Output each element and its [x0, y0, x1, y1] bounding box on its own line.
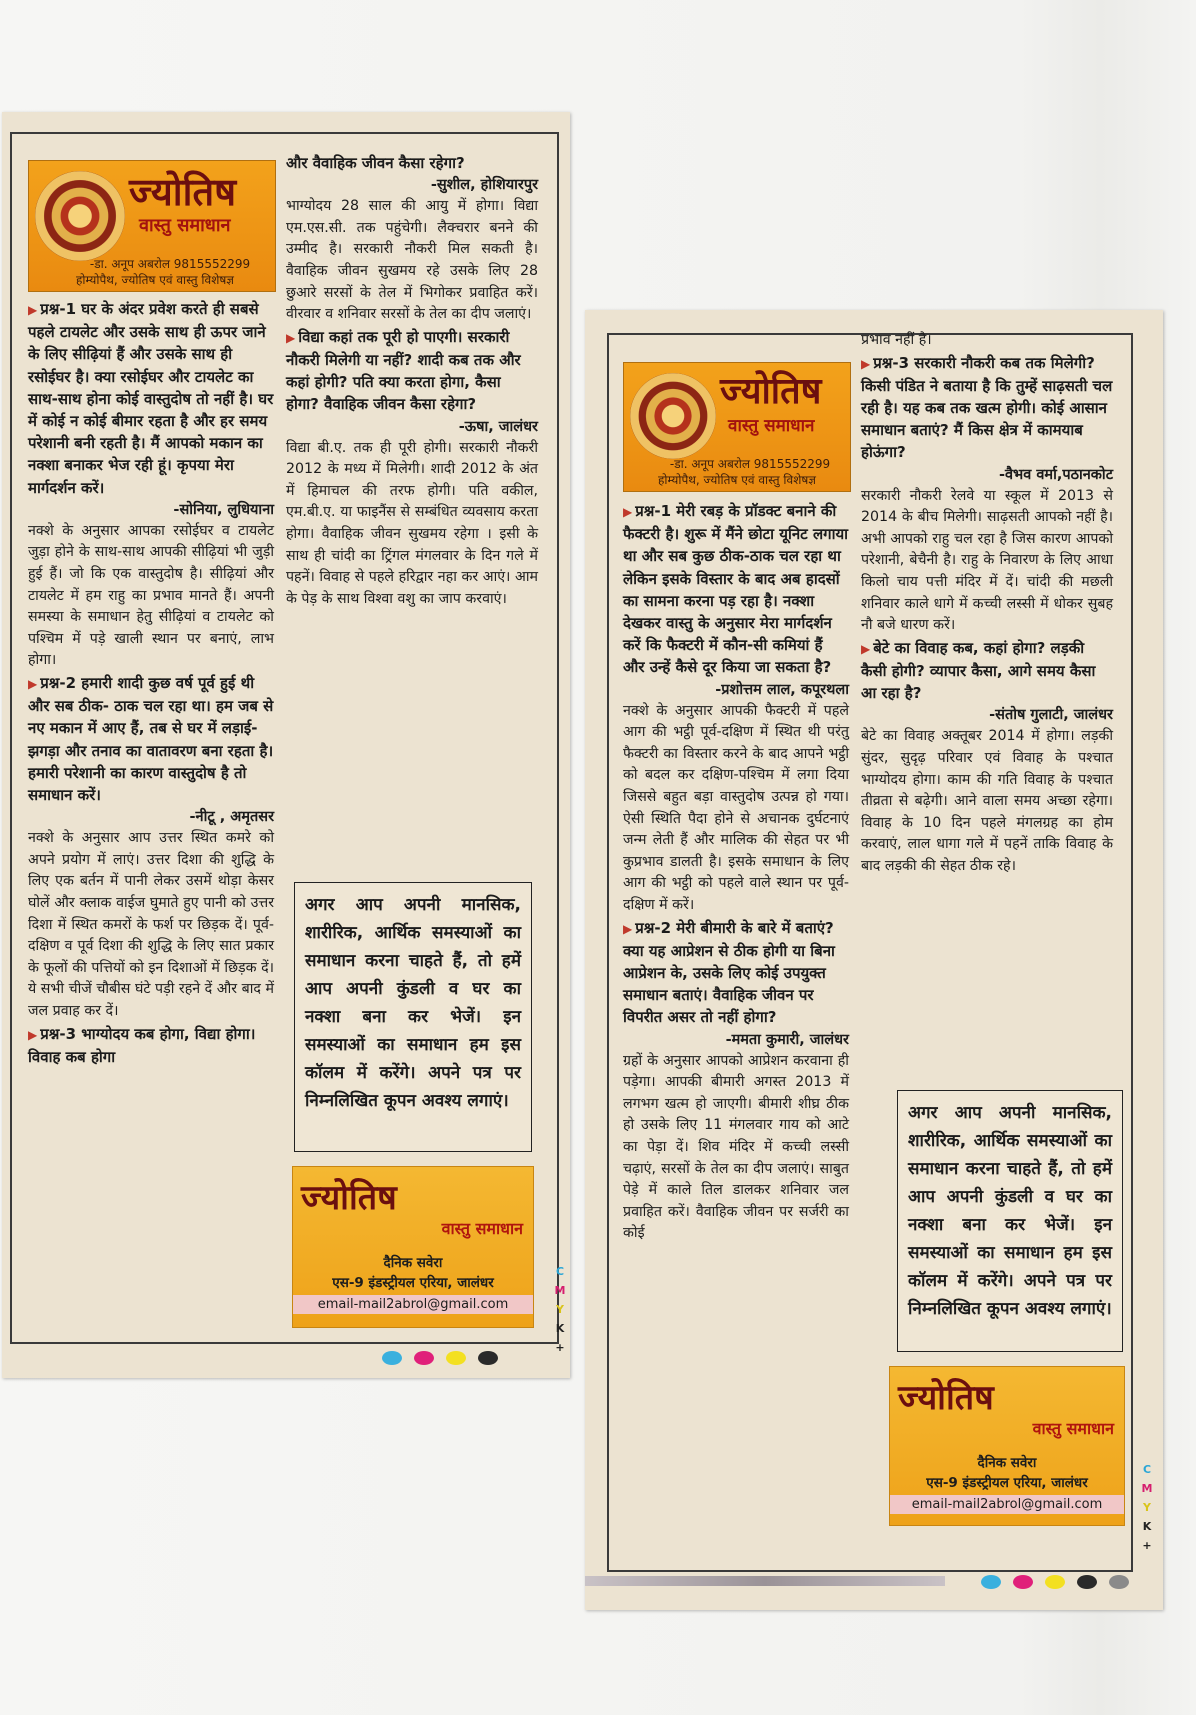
coupon — [889, 1366, 1125, 1526]
cmyk-plus: + — [555, 1341, 565, 1354]
coupon — [292, 1166, 534, 1328]
cmyk-plus: + — [1142, 1539, 1152, 1552]
coupon-title: ज्योतिष — [898, 1378, 994, 1418]
arrow-bullet-icon: ▶ — [861, 641, 871, 656]
coupon-subtitle: वास्तु समाधान — [1032, 1419, 1114, 1438]
registration-dots — [981, 1574, 1141, 1593]
cmyk-marks — [1141, 1460, 1153, 1555]
banner-author-role: होम्योपैथ, ज्योतिष एवं वास्तु विशेषज्ञ — [658, 473, 816, 487]
coupon-address: एस-9 इंडस्ट्रीयल एरिया, जालंधर — [332, 1275, 494, 1291]
column-banner — [623, 362, 851, 492]
cmyk-c: C — [1142, 1463, 1152, 1476]
coupon-paper: दैनिक सवेरा — [977, 1455, 1037, 1471]
signature: -प्रशोत्तम लाल, कपूरथला — [715, 681, 849, 698]
coupon-email: email-mail2abrol@gmail.com — [890, 1495, 1124, 1514]
registration-dots — [382, 1350, 510, 1369]
newspaper-clipping-2 — [585, 310, 1163, 1610]
signature: -ऊषा, जालंधर — [458, 418, 538, 435]
coupon-address: एस-9 इंडस्ट्रीयल एरिया, जालंधर — [926, 1475, 1088, 1491]
zodiac-wheel-icon — [630, 373, 716, 459]
registration-dot — [1045, 1575, 1065, 1589]
answer: ग्रहों के अनुसार आपको आप्रेशन करवाना ही पड़ेगा। आपकी बीमारी अगस्त 2013 में लगभग खत्म हो जाएगी। बीमारी शीघ्र ठीक हो उसके लिए 11 मंगलवार गाय को आटे का पेड़ा दें। शिव मंदिर में कच्ची लस्सी चढ़ाएं, सरसों के तेल का दीप जलाएं। साबुत पेड़े में काले तिल डालकर शनिवार जल प्रवाहित करें। वैवाहिक जीवन पर सर्जरी का कोई — [623, 1052, 849, 1242]
cmyk-m: M — [554, 1284, 566, 1297]
banner-author: -डा. अनूप अबरोल 9815552299 — [89, 257, 251, 271]
question: ▶ प्रश्न-3 भाग्योदय कब होगा, विद्या होगा। विवाह कब होगा — [28, 1024, 256, 1066]
signature: -सोनिया, लुधियाना — [173, 501, 274, 518]
arrow-bullet-icon: ▶ — [623, 921, 633, 936]
question: ▶ प्रश्न-2 मेरी बीमारी के बारे में बताएं? क्या यह आप्रेशन से ठीक होगी या बिना आप्रेशन के, उसके लिए कोई उपयुक्त समाधान बताएं। वैवाहिक जीवन पर विपरीत असर तो नहीं होगा? — [623, 918, 835, 1027]
right-column — [861, 330, 1113, 878]
arrow-bullet-icon: ▶ — [28, 1027, 38, 1042]
banner-author-role: होम्योपैथ, ज्योतिष एवं वास्तु विशेषज्ञ — [76, 273, 234, 287]
coupon-paper: दैनिक सवेरा — [383, 1255, 443, 1271]
answer: भाग्योदय 28 साल की आयु में होगा। विद्या एम.एस.सी. तक पहुंचेगी। लैक्चरार बनने की उम्मीद है। सरकारी नौकरी मिल सकती है। वैवाहिक जीवन सुखमय रहे उसके लिए 28 छुआरे सरसों के तेल में भिगोकर प्रवाहित करें। वीरवार व शनिवार सरसों के तेल का दीप जलाएं। — [286, 198, 538, 323]
cmyk-k: K — [1142, 1520, 1152, 1533]
question: ▶ प्रश्न-1 मेरी रबड़ के प्रॉडक्ट बनाने की फैक्टरी है। शुरू में मैंने छोटा यूनिट लगाया था और सब कुछ ठीक-ठाक चल रहा था लेकिन इसके विस्तार के बाद अब हादसों का सामना करना पड़ रहा है। नक्शा देखकर वास्तु के अनुसार मेरा मार्गदर्शन करें कि फैक्टरी में कौन-सी कमियां हैं और उन्हें कैसे दूर किया जा सकता है? — [623, 502, 849, 677]
arrow-bullet-icon: ▶ — [623, 505, 633, 519]
registration-dot — [382, 1351, 402, 1365]
color-stripe — [585, 1576, 945, 1586]
answer: नक्शे के अनुसार आपका रसोईघर व टायलेट जुड़ा होने के साथ-साथ आपकी सीढ़ियां भी जुड़ी हुई हैं। जो कि एक वास्तुदोष है। सीढ़ियां और टायलेट में हम राहु का प्रभाव मानते हैं। अपनी समस्या के समाधान हेतु सीढ़ियां व टायलेट को पश्चिम में पड़े खाली स्थान पर बनाएं, लाभ होगा। — [28, 522, 274, 669]
answer: विद्या बी.ए. तक ही पूरी होगी। सरकारी नौकरी 2012 के मध्य में मिलेगी। शादी 2012 के अंत में हिमाचल की तरफ होगी। पति वकील, एम.बी.ए. या फाइनैंस से सम्बंधित व्यवसाय करता होगा। वैवाहिक जीवन सुखमय रहेगा । इसी के साथ ही चांदी का ट्रिंगल मंगलवार के दिन गले में पहनें। विवाह से पहले हरिद्वार नहा कर आएं। आम के पेड़ के साथ विश्वा वशु का जाप करवाएं। — [286, 439, 538, 607]
question: ▶ प्रश्न-1 घर के अंदर प्रवेश करते ही सबसे पहले टायलेट और उसके साथ ही ऊपर जाने के लिए सीढ़ियां हैं और उसके साथ ही रसोईघर है। क्या रसोईघर और टायलेट का साथ-साथ होना कोई वास्तुदोष तो नहीं है। घर में कोई न कोई बीमार रहता है और हर समय परेशानी बनी रहती है। मैं आपको मकान का नक्शा बनाकर भेज रही हूं। कृपया मेरा मार्गदर्शन करें। — [28, 300, 274, 497]
arrow-bullet-icon: ▶ — [286, 330, 296, 345]
banner-author: -डा. अनूप अबरोल 9815552299 — [669, 457, 831, 471]
info-box: अगर आप अपनी मानसिक, शारीरिक, आर्थिक समस्याओं का समाधान करना चाहते हैं, तो हमें आप अपनी कुंडली व घर का नक्शा बना कर भेजें। इन समस्याओं का समाधान हम इस कॉलम में करेंगे। अपने पत्र पर निम्नलिखित कूपन अवश्य लगाएं। — [294, 882, 532, 1152]
registration-dot — [1013, 1575, 1033, 1589]
arrow-bullet-icon: ▶ — [28, 303, 38, 317]
cmyk-marks — [554, 1262, 566, 1357]
arrow-bullet-icon: ▶ — [28, 676, 38, 691]
coupon-email: email-mail2abrol@gmail.com — [293, 1295, 533, 1314]
banner-title: ज्योतिष — [129, 169, 237, 214]
signature: -नीटू , अमृतसर — [189, 809, 274, 826]
cmyk-y: Y — [556, 1303, 564, 1316]
registration-dot — [446, 1351, 466, 1365]
cmyk-m: M — [1141, 1482, 1153, 1495]
question: ▶ प्रश्न-2 हमारी शादी कुछ वर्ष पूर्व हुई थी और सब ठीक- ठाक चल रहा था। हम जब से नए मकान में आए हैं, तब से घर में लड़ाई-झगड़ा और तनाव का वातावरण बना रहता है। हमारी परेशानी का कारण वास्तुदोष है तो समाधान करें। — [28, 673, 274, 804]
zodiac-wheel-icon — [35, 171, 125, 261]
registration-dot — [478, 1351, 498, 1365]
registration-dot — [1109, 1575, 1129, 1589]
question: ▶ विद्या कहां तक पूरी हो पाएगी। सरकारी नौकरी मिलेगी या नहीं? शादी कब तक और कहां होगी? पति क्या करता होगा, कैसा होगा? वैवाहिक जीवन कैसा रहेगा? — [286, 327, 521, 414]
question-continued: और वैवाहिक जीवन कैसा रहेगा? — [286, 154, 465, 172]
left-column — [623, 500, 849, 1245]
registration-dot — [1077, 1575, 1097, 1589]
cmyk-c: C — [555, 1265, 565, 1278]
coupon-title: ज्योतिष — [301, 1178, 397, 1218]
question: ▶ प्रश्न-3 सरकारी नौकरी कब तक मिलेगी? किसी पंडित ने बताया है कि तुम्हें साढ़सती चल रही है। यह कब तक खत्म होगी। कोई आसान समाधान बताएं? मैं किस क्षेत्र में कामयाब होऊंगा? — [861, 353, 1113, 462]
cmyk-k: K — [555, 1322, 565, 1335]
coupon-subtitle: वास्तु समाधान — [441, 1219, 523, 1238]
question: ▶ बेटे का विवाह कब, कहां होगा? लड़की कैसी होगी? व्यापार कैसा, आगे समय कैसा आ रहा है? — [861, 638, 1096, 703]
column-banner — [28, 160, 276, 292]
arrow-bullet-icon: ▶ — [861, 356, 871, 371]
info-box: अगर आप अपनी मानसिक, शारीरिक, आर्थिक समस्याओं का समाधान करना चाहते हैं, तो हमें आप अपनी कुंडली व घर का नक्शा बना कर भेजें। इन समस्याओं का समाधान हम इस कॉलम में करेंगे। अपने पत्र पर निम्नलिखित कूपन अवश्य लगाएं। — [897, 1090, 1123, 1352]
answer: नक्शे के अनुसार आप उत्तर स्थित कमरे को अपने प्रयोग में लाएं। उत्तर दिशा की शुद्धि के लिए एक बर्तन में पानी लेकर उसमें थोड़ा केसर घोलें और क्लाक वाईज घुमाते हुए पानी को उत्तर दिशा में स्थित कमरों के फर्श पर छिड़क दें। पूर्व-दक्षिण व पूर्व दिशा की शुद्धि के लिए सात प्रकार के फूलों की पत्तियों को इन दिशाओं में छिड़क दें। ये सभी चीजें चौबीस घंटे पड़ी रहने दें और बाद में जल प्रवाह कर दें। — [28, 830, 274, 1019]
newspaper-clipping-1 — [2, 112, 570, 1378]
answer: सरकारी नौकरी रेलवे या स्कूल में 2013 से 2014 के बीच मिलेगी। साढ़सती आपको नहीं है। अभी आपको राहु चल रहा है जिस कारण आपको परेशानी, बेचैनी है। राहु के निवारण के लिए आधा किलो चाय पत्ती मंदिर में दें। चांदी की मछली शनिवार काले धागे में कच्ची लस्सी में धोकर सुबह नौ बजे धारण करें। — [861, 487, 1113, 634]
banner-subtitle: वास्तु समाधान — [139, 215, 231, 236]
right-column — [286, 152, 538, 610]
signature: -वैभव वर्मा,पठानकोट — [998, 466, 1113, 483]
signature: -सुशील, होशियारपुर — [430, 177, 538, 194]
left-column — [28, 298, 274, 1068]
answer: बेटे का विवाह अक्तूबर 2014 में होगा। लड़की सुंदर, सुदृढ़ परिवार एवं विवाह के पश्चात भाग्योदय होगा। काम की गति विवाह के पश्चात तीव्रता से बढ़ेगी। आने वाला समय अच्छा रहेगा। विवाह के 10 दिन पहले मंगलग्रह का होम करवाएं, लाल धागा गले में पहनें ताकि विवाह के बाद लड़की की सेहत ठीक रहे। — [861, 728, 1113, 874]
banner-subtitle: वास्तु समाधान — [728, 416, 815, 436]
registration-dot — [414, 1351, 434, 1365]
signature: -ममता कुमारी, जालंधर — [725, 1031, 849, 1048]
registration-dot — [981, 1575, 1001, 1589]
banner-title: ज्योतिष — [720, 370, 822, 412]
answer: नक्शे के अनुसार आपकी फैक्टरी में पहले आग की भट्ठी पूर्व-दक्षिण में स्थित थी परंतु फैक्टरी का विस्तार करने के बाद आपने भट्ठी को बदल कर दक्षिण-पश्चिम में लगा दिया जिससे बहुत बड़ा वास्तुदोष उत्पन्न हो गया। ऐसी स्थिति पैदा होने से अचानक दुर्घटनाएं जन्म लेती हैं और मालिक की सेहत पर भी कुप्रभाव डालती है। इसके समाधान के लिए आग की भट्ठी को पहले वाले स्थान पर पूर्व-दक्षिण में करें। — [623, 702, 849, 913]
signature: -संतोष गुलाटी, जालंधर — [989, 707, 1113, 724]
answer-continued: प्रभाव नहीं है। — [861, 332, 932, 348]
cmyk-y: Y — [1143, 1501, 1151, 1514]
